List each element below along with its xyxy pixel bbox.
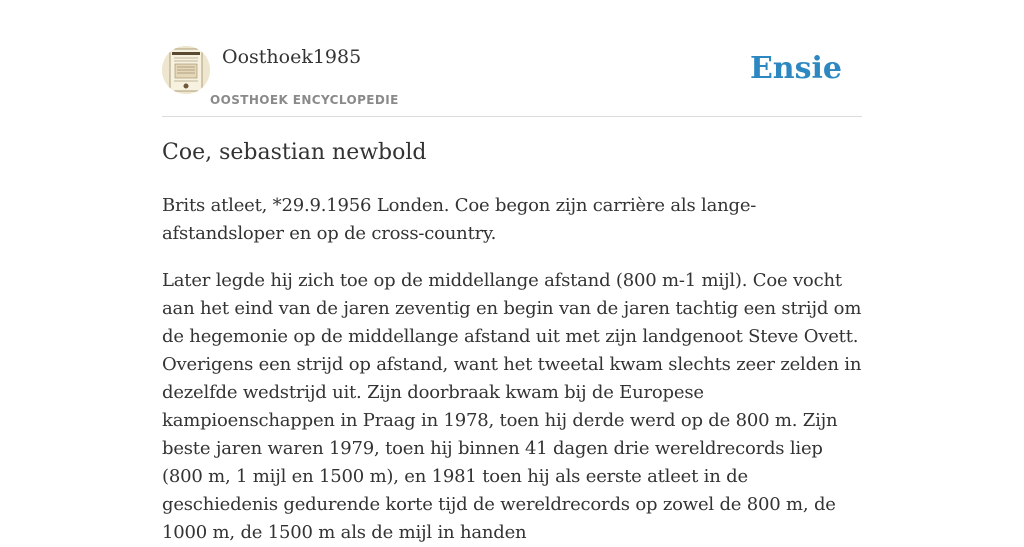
article-page (162, 0, 862, 543)
article-title: Coe, sebastian newbold (162, 140, 427, 165)
article-paragraph: Brits atleet, *29.9.1956 Londen. Coe begon zijn carrière als lange-afstandsloper en op de cross-country. (162, 195, 757, 244)
site-logo[interactable]: Ensie (749, 51, 842, 86)
article-header (162, 0, 862, 117)
author-source: OOSTHOEK ENCYCLOPEDIE (210, 93, 399, 107)
article-paragraph: Later legde hij zich toe op de middellange afstand (800 m-1 mijl). Coe vocht aan het eind van de jaren zeventig en begin van de jaren tachtig een strijd om de hegemonie op de middellange afstand uit met zijn landgenoot Steve Ovett. Overigens een strijd op afstand, want het tweetal kwam slechts zeer zelden in dezelfde wedstrijd uit. Zijn doorbraak kwam bij de Europese kampioenschappen in Praag in 1978, toen hij derde werd op de 800 m. Zijn beste jaren waren 1979, toen hij binnen 41 dagen drie wereldrecords liep (800 m, 1 mijl en 1500 m), en 1981 toen hij als eerste atleet in de geschiedenis gedurende korte tijd de wereldrecords op zowel de 800 m, de 1000 m, de 1500 m als de mijl in handen (162, 270, 862, 543)
author-username[interactable]: Oosthoek1985 (222, 46, 362, 68)
author-avatar[interactable] (162, 46, 210, 94)
encyclopedia-cover-icon (162, 46, 210, 94)
